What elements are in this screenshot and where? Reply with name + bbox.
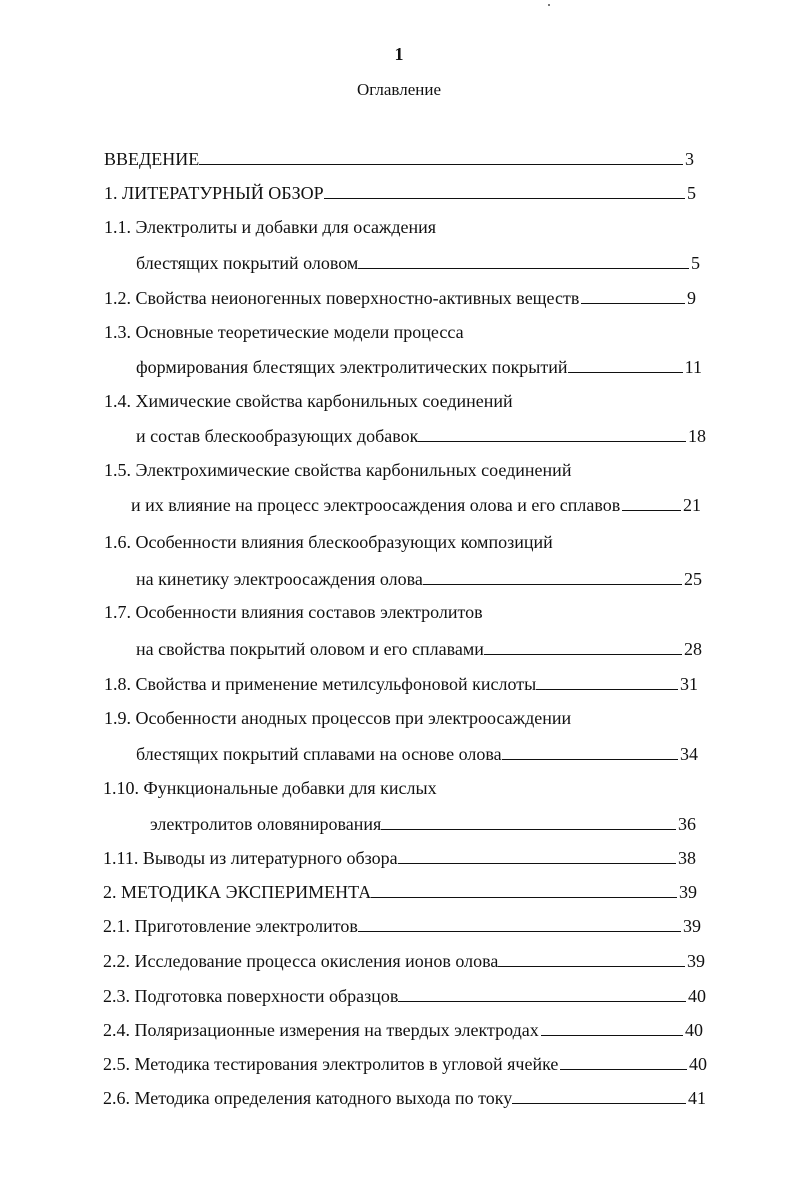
toc-entry — [104, 458, 571, 482]
toc-entry — [104, 706, 571, 730]
toc-entry-title: 1.7. Особенности влияния составов электролитов — [104, 602, 483, 622]
toc-entry-title: 2.1. Приготовление электролитов — [103, 916, 358, 936]
toc-entry-title: электролитов оловянирования — [150, 814, 382, 834]
toc-entry-page: 25 — [684, 569, 702, 589]
toc-entry — [103, 1085, 706, 1109]
toc-entry-title: 1.10. Функциональные добавки для кислых — [103, 778, 437, 798]
toc-entry-title: 1.9. Особенности анодных процессов при электроосаждении — [104, 708, 572, 728]
toc-entry-page: 3 — [685, 149, 694, 169]
toc-entry — [103, 776, 437, 800]
toc-entry-title: 2.6. Методика определения катодного выхода по току — [103, 1088, 513, 1108]
toc-entry-title: 2. МЕТОДИКА ЭКСПЕРИМЕНТА — [103, 882, 372, 902]
toc-entry-page: 11 — [684, 357, 702, 377]
toc-entry — [103, 1017, 703, 1041]
toc-entry-page: 21 — [683, 495, 701, 515]
toc-entry-title: 1.2. Свойства неионогенных поверхностно-активных веществ — [104, 288, 580, 308]
toc-entry-title: и их влияние на процесс электроосаждения олова и его сплавов — [131, 495, 621, 515]
toc-leader — [358, 250, 689, 269]
toc-entry-page: 39 — [679, 882, 697, 902]
toc-leader — [541, 1017, 683, 1036]
toc-entry — [104, 215, 436, 239]
toc-leader — [398, 845, 676, 864]
toc-entry — [104, 389, 513, 413]
toc-entry — [104, 320, 464, 344]
toc-entry-page: 5 — [687, 183, 696, 203]
toc-entry-page: 5 — [691, 253, 700, 273]
toc-entry — [103, 1051, 707, 1075]
toc-leader — [568, 354, 683, 373]
toc-leader — [622, 492, 681, 511]
toc-entry — [103, 948, 705, 972]
toc-leader — [381, 811, 676, 830]
toc-entry-title: 1. ЛИТЕРАТУРНЫЙ ОБЗОР — [104, 183, 324, 203]
toc-leader — [423, 566, 682, 585]
toc-entry — [103, 879, 697, 903]
toc-entry-page: 39 — [683, 916, 701, 936]
toc-leader — [581, 285, 685, 304]
toc-leader — [560, 1051, 687, 1070]
toc-entry-page: 34 — [680, 744, 698, 764]
toc-entry-title: 1.8. Свойства и применение метилсульфоновой кислоты — [104, 674, 537, 694]
toc-entry — [136, 741, 698, 765]
toc-leader — [502, 741, 678, 760]
toc-entry-title: 2.5. Методика тестирования электролитов в угловой ячейке — [103, 1054, 559, 1074]
toc-entry — [136, 636, 702, 660]
toc-entry-title: на кинетику электроосаждения олова — [136, 569, 423, 589]
toc-entry-title: и состав блескообразующих добавок — [136, 426, 419, 446]
toc-entry-page: 31 — [680, 674, 698, 694]
toc-entry-title: 1.6. Особенности влияния блескообразующих композиций — [104, 532, 553, 552]
toc-entry-title: на свойства покрытий оловом и его сплавами — [136, 639, 484, 659]
toc-entry — [136, 250, 700, 274]
toc-entry — [103, 983, 706, 1007]
toc-entry — [136, 354, 702, 378]
toc-entry — [104, 671, 698, 695]
toc-entry-page: 18 — [688, 426, 706, 446]
toc-entry-page: 39 — [687, 951, 705, 971]
toc-entry — [150, 811, 696, 835]
toc-entry-page: 40 — [685, 1020, 703, 1040]
toc-entry-page: 40 — [689, 1054, 707, 1074]
toc-entry-page: 40 — [688, 986, 706, 1006]
toc-leader — [512, 1085, 686, 1104]
toc-entry-title: 2.3. Подготовка поверхности образцов — [103, 986, 399, 1006]
toc-entry — [104, 285, 696, 309]
toc-entry-page: 28 — [684, 639, 702, 659]
toc-entry — [136, 566, 702, 590]
toc-entry-page: 38 — [678, 848, 696, 868]
toc-entry-page: 9 — [687, 288, 696, 308]
toc-heading: Оглавление — [357, 80, 441, 99]
page-number: 1 — [394, 44, 404, 64]
toc-entry — [131, 492, 701, 516]
toc-leader — [358, 913, 681, 932]
toc-leader — [324, 180, 685, 199]
toc-leader — [371, 879, 677, 898]
toc-leader — [536, 671, 678, 690]
toc-entry — [136, 423, 706, 447]
toc-entry-title: блестящих покрытий оловом — [136, 253, 359, 273]
toc-leader — [199, 146, 683, 165]
toc-leader — [498, 948, 685, 967]
toc-entry-title: ВВЕДЕНИЕ — [104, 149, 200, 169]
toc-entry-title: 1.5. Электрохимические свойства карбонильных соединений — [104, 460, 572, 480]
toc-entry — [103, 913, 701, 937]
toc-entry-page: 36 — [678, 814, 696, 834]
scan-speck — [548, 4, 550, 6]
toc-leader — [484, 636, 682, 655]
toc-entry-page: 41 — [688, 1088, 706, 1108]
toc-entry — [104, 146, 694, 170]
toc-entry-title: блестящих покрытий сплавами на основе олова — [136, 744, 502, 764]
toc-leader — [418, 423, 686, 442]
toc-leader — [398, 983, 686, 1002]
toc-entry-title: 1.1. Электролиты и добавки для осаждения — [104, 217, 437, 237]
toc-entry — [104, 530, 553, 554]
toc-entry-title: формирования блестящих электролитических покрытий — [136, 357, 568, 377]
toc-entry — [103, 845, 696, 869]
toc-entry-title: 2.2. Исследование процесса окисления ионов олова — [103, 951, 499, 971]
toc-entry — [104, 600, 483, 624]
toc-entry — [104, 180, 696, 204]
toc-entry-title: 1.11. Выводы из литературного обзора — [103, 848, 398, 868]
toc-entry-title: 1.4. Химические свойства карбонильных соединений — [104, 391, 513, 411]
toc-entry-title: 2.4. Поляризационные измерения на твердых электродах — [103, 1020, 539, 1040]
toc-entry-title: 1.3. Основные теоретические модели процесса — [104, 322, 464, 342]
